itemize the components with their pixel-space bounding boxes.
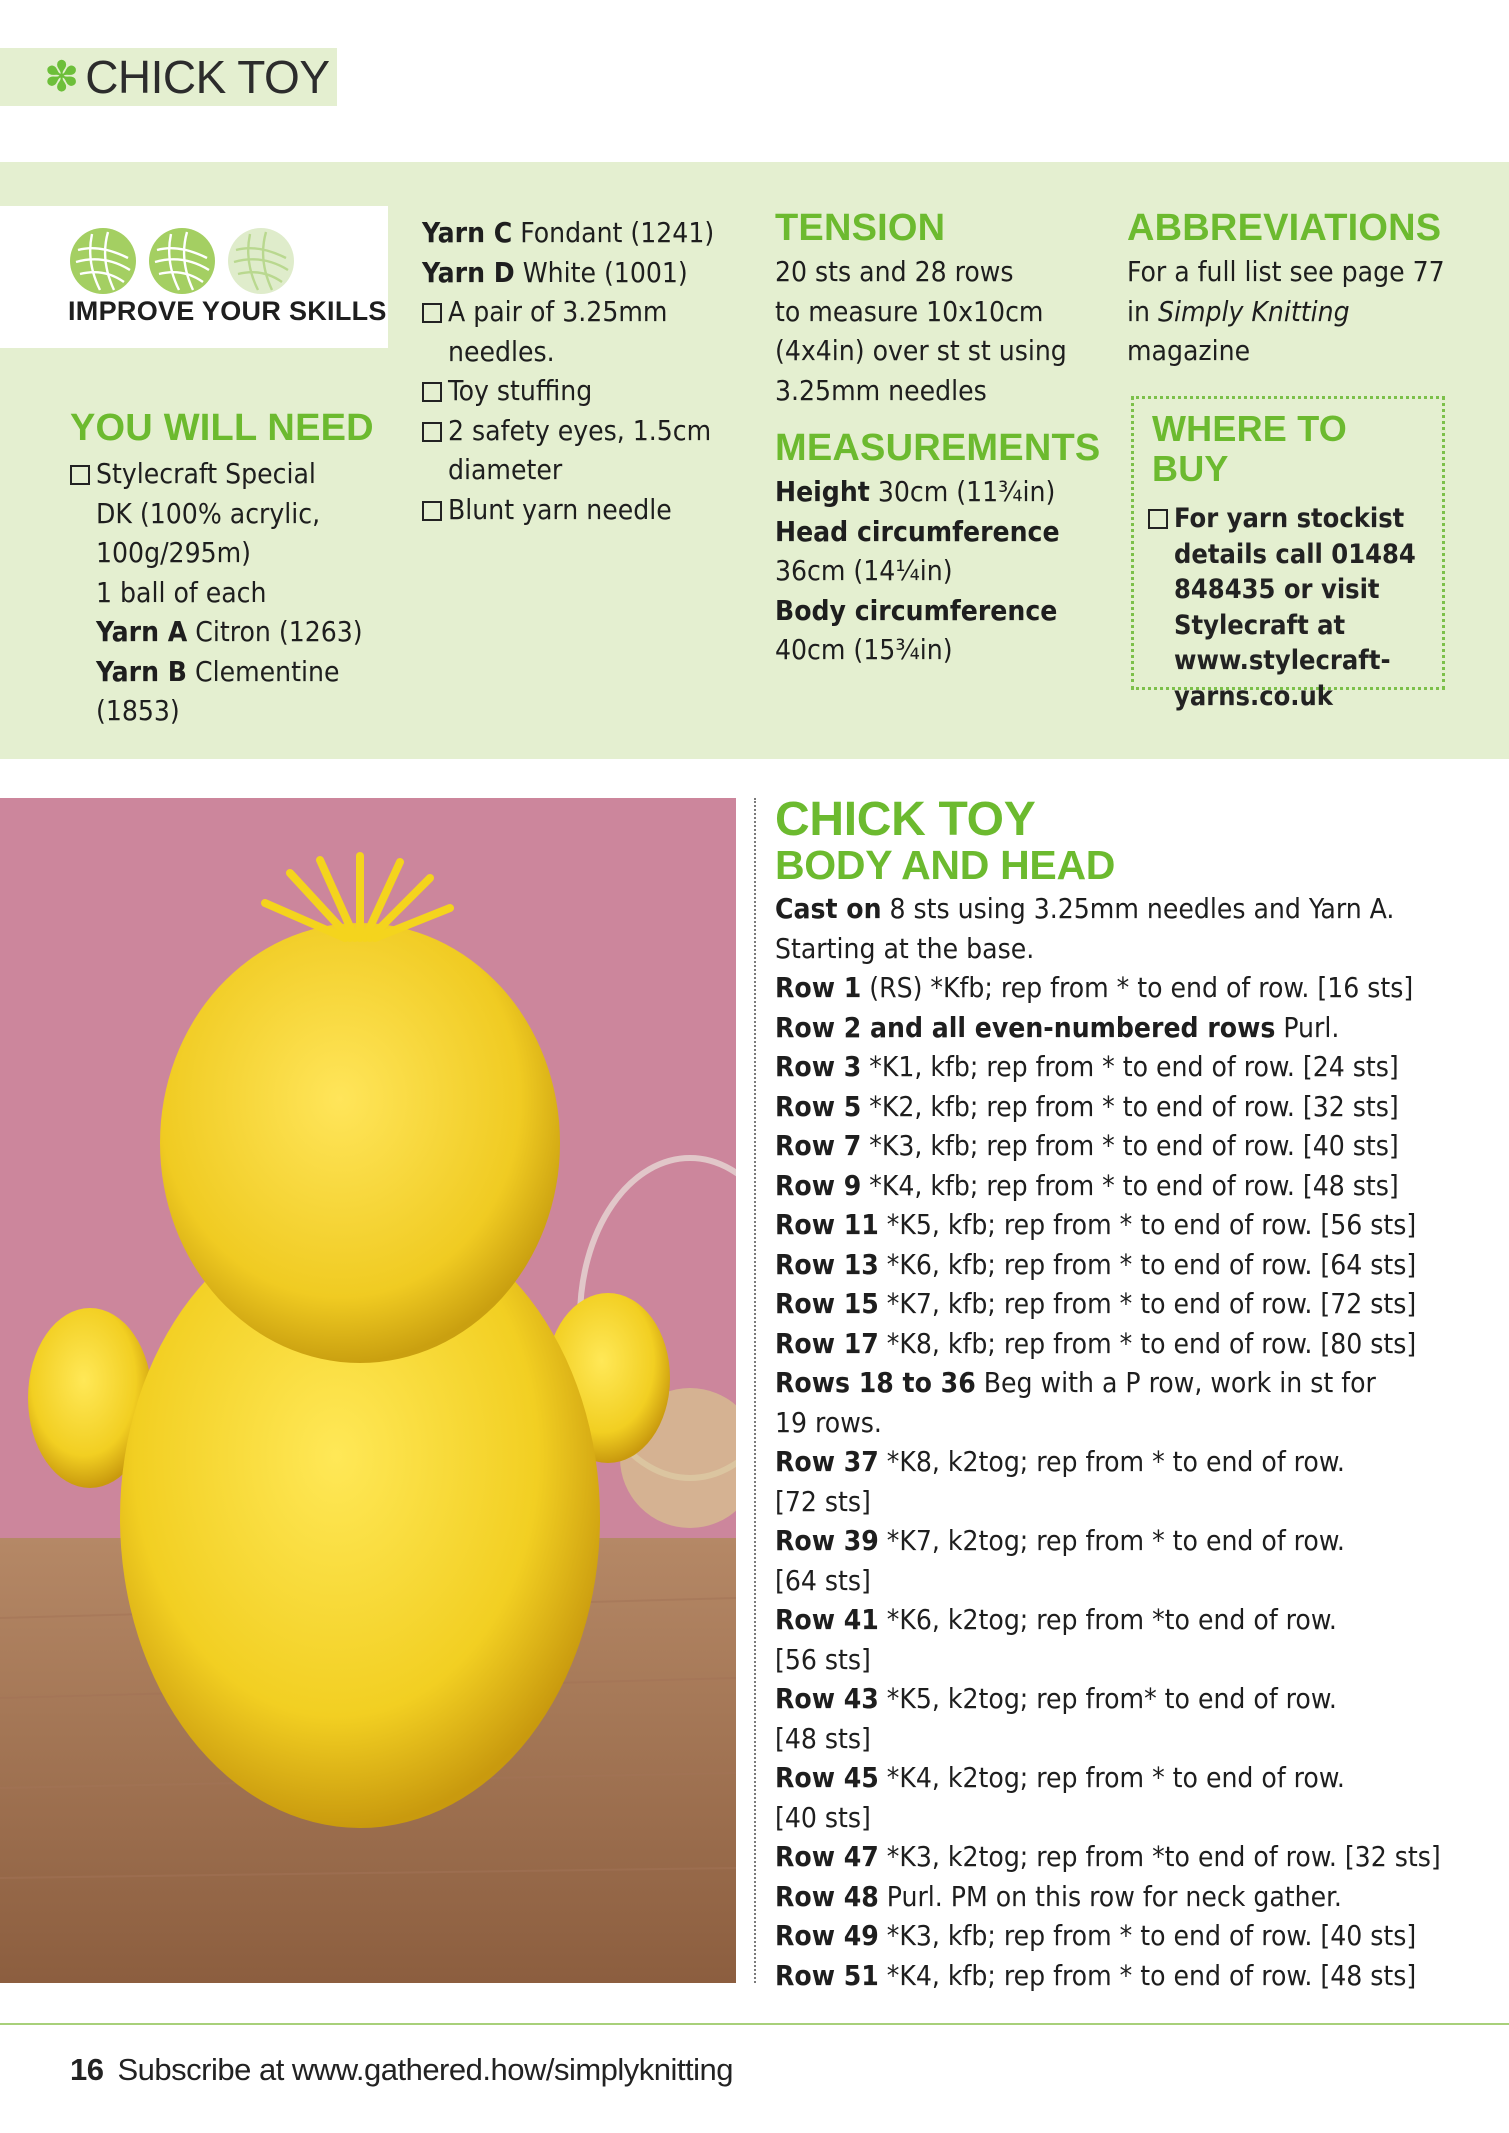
row-label: Row 17	[775, 1326, 879, 1360]
yarn-ball-icon	[70, 228, 136, 294]
yarn-ball-icon	[149, 228, 215, 294]
row-instruction: Starting at the base.	[775, 931, 1035, 965]
pattern-row	[775, 1047, 1495, 1087]
checklist-item	[1148, 501, 1428, 537]
row-label: Row 9	[775, 1168, 862, 1202]
height-measurement	[775, 472, 1095, 512]
pattern-row	[775, 1087, 1495, 1127]
row-label: Row 11	[775, 1208, 879, 1241]
row-instruction: *K4, kfb; rep from * to end of row. [48 sts]	[861, 1168, 1399, 1202]
clover-icon: ✽	[44, 52, 80, 101]
magazine-name: Simply Knitting	[1157, 294, 1350, 328]
row-label: Row 51	[775, 1958, 879, 1992]
checklist-item	[422, 490, 752, 530]
row-instruction: *K1, kfb; rep from * to end of row. [24 sts]	[861, 1050, 1399, 1083]
tension-text: 3.25mm needles	[775, 373, 987, 407]
item-text: Blunt yarn needle	[448, 492, 672, 526]
row-label: Row 48	[775, 1879, 879, 1913]
chick-toy-illustration	[0, 798, 736, 1983]
row-instruction: 8 sts using 3.25mm needles and Yarn A.	[881, 892, 1395, 925]
row-label: Row 1	[775, 971, 862, 1004]
item-text: Stylecraft Special	[96, 457, 316, 490]
row-instruction: [48 sts]	[775, 1721, 871, 1755]
row-instruction: *K5, k2tog; rep from* to end of row.	[878, 1682, 1337, 1715]
pattern-row	[775, 1798, 1495, 1838]
item-text: DK (100% acrylic,	[96, 496, 321, 530]
where-to-buy-text	[1148, 501, 1428, 714]
chick-toy-photo	[0, 798, 736, 1983]
row-label: Row 41	[775, 1603, 879, 1636]
row-instruction: [40 sts]	[775, 1800, 871, 1834]
row-label: Rows 18 to 36	[775, 1366, 976, 1399]
pattern-row	[775, 1363, 1495, 1403]
item-text: A pair of 3.25mm	[448, 295, 668, 328]
item-text: yarns.co.uk	[1174, 680, 1333, 712]
pattern-row	[775, 1679, 1495, 1719]
item-text: diameter	[448, 453, 563, 486]
yarn-d-label: Yarn D	[422, 255, 515, 289]
tension-text: 20 sts and 28 rows	[775, 255, 1014, 288]
item-text: (1853)	[96, 694, 180, 727]
row-label: Row 7	[775, 1129, 862, 1162]
pattern-row	[775, 1640, 1495, 1680]
row-instruction: *K3, kfb; rep from * to end of row. [40 sts]	[878, 1919, 1417, 1952]
head-measurement-label	[775, 512, 1095, 552]
measurements-heading: MEASUREMENTS	[775, 427, 1101, 469]
pattern-row	[775, 1008, 1495, 1048]
you-will-need-heading: YOU WILL NEED	[70, 407, 374, 449]
pattern-row	[775, 968, 1495, 1008]
item-text: 100g/295m)	[96, 536, 251, 569]
yarn-c-label: Yarn C	[422, 216, 513, 249]
pattern-row	[775, 1403, 1495, 1443]
footer-divider	[0, 2023, 1509, 2025]
row-instruction: *K6, kfb; rep from * to end of row. [64 sts]	[878, 1247, 1417, 1281]
pattern-row	[775, 1245, 1495, 1285]
head-value: 36cm (14¼in)	[775, 554, 953, 587]
row-instruction: *K7, kfb; rep from * to end of row. [72 sts]	[878, 1287, 1417, 1320]
row-label: Cast on	[775, 892, 882, 925]
tension-text: (4x4in) over st st using	[775, 334, 1067, 367]
checklist-item	[70, 454, 390, 494]
row-label: Row 37	[775, 1445, 879, 1478]
yarn-a	[70, 612, 390, 652]
pattern-row	[775, 1324, 1495, 1364]
skill-level-indicator	[70, 228, 294, 294]
pattern-subtitle: BODY AND HEAD	[775, 842, 1116, 888]
pattern-row	[775, 889, 1495, 929]
checklist-item	[422, 411, 752, 451]
item-text: 1 ball of each	[96, 575, 267, 609]
pattern-title: CHICK TOY	[775, 793, 1036, 846]
row-instruction: *K8, kfb; rep from * to end of row. [80 sts]	[878, 1326, 1417, 1360]
checkbox-icon	[422, 303, 442, 323]
checkbox-icon	[1148, 509, 1168, 529]
item-text: details call 01484	[1174, 538, 1416, 570]
item-text: needles.	[448, 334, 555, 368]
row-label: Row 13	[775, 1247, 879, 1281]
yarn-b-value: Clementine	[187, 654, 340, 688]
checkbox-icon	[422, 422, 442, 442]
checkbox-icon	[422, 382, 442, 402]
pattern-row	[775, 1521, 1495, 1561]
tension-text: to measure 10x10cm	[775, 294, 1044, 328]
abbreviations	[1127, 206, 1467, 371]
row-instruction: Purl. PM on this row for neck gather.	[878, 1879, 1342, 1913]
row-instruction: 19 rows.	[775, 1405, 882, 1439]
row-label: Row 5	[775, 1089, 862, 1123]
pattern-row	[775, 929, 1495, 969]
yarn-b-label: Yarn B	[96, 654, 187, 688]
yarn-d	[422, 253, 752, 293]
row-label: Row 2 and all even-numbered rows	[775, 1010, 1276, 1044]
height-label: Height	[775, 475, 870, 508]
row-instruction: *K5, kfb; rep from * to end of row. [56 sts]	[878, 1208, 1417, 1241]
pattern-row	[775, 1956, 1495, 1996]
row-instruction: *K6, k2tog; rep from *to end of row.	[878, 1603, 1337, 1636]
checkbox-icon	[422, 501, 442, 521]
checklist-item	[422, 292, 752, 332]
row-instruction: *K3, k2tog; rep from *to end of row. [32 sts]	[878, 1840, 1441, 1873]
footer-text: Subscribe at www.gathered.how/simplyknitting	[117, 2052, 734, 2087]
pattern-row	[775, 1561, 1495, 1601]
row-label: Row 47	[775, 1840, 879, 1873]
pattern-row	[775, 1758, 1495, 1798]
yarn-ball-icon	[228, 228, 294, 294]
head-label: Head circumference	[775, 514, 1060, 548]
row-instruction: (RS) *Kfb; rep from * to end of row. [16 sts]	[861, 971, 1414, 1004]
section-title: CHICK TOY	[85, 51, 330, 103]
yarn-a-label: Yarn A	[96, 615, 188, 648]
page-number: 16	[70, 2052, 104, 2087]
item-text: 848435 or visit	[1174, 574, 1380, 605]
text-fragment: in	[1127, 294, 1158, 328]
column-divider	[754, 798, 756, 1983]
where-to-buy-box	[1131, 396, 1445, 712]
row-label: Row 43	[775, 1682, 879, 1715]
abbreviations-text: For a full list see page 77	[1127, 255, 1445, 288]
row-instruction: [64 sts]	[775, 1563, 871, 1597]
row-label: Row 39	[775, 1524, 879, 1557]
row-instruction: [72 sts]	[775, 1484, 871, 1518]
abbreviations-heading: ABBREVIATIONS	[1127, 207, 1442, 249]
item-text: www.stylecraft-	[1174, 645, 1391, 676]
row-instruction: *K3, kfb; rep from * to end of row. [40 sts]	[861, 1129, 1399, 1162]
pattern-row	[775, 1916, 1495, 1956]
row-instruction: *K7, k2tog; rep from * to end of row.	[878, 1524, 1345, 1557]
row-instruction: *K4, kfb; rep from * to end of row. [48 sts]	[878, 1958, 1417, 1992]
checklist-item	[422, 371, 752, 411]
pattern-row	[775, 1442, 1495, 1482]
item-text: Stylecraft at	[1174, 609, 1346, 641]
body-label: Body circumference	[775, 593, 1058, 627]
item-text: For yarn stockist	[1174, 503, 1405, 534]
row-label: Row 49	[775, 1919, 879, 1952]
footer	[70, 2052, 733, 2088]
you-will-need	[70, 406, 390, 731]
abbreviations-text	[1127, 292, 1467, 332]
pattern-row	[775, 1205, 1495, 1245]
yarn-c-value: Fondant (1241)	[512, 216, 715, 249]
tension-heading: TENSION	[775, 207, 946, 249]
yarn-b	[70, 652, 390, 692]
row-instruction: Purl.	[1275, 1010, 1340, 1044]
yarn-a-value: Citron (1263)	[187, 615, 363, 648]
row-instruction: [56 sts]	[775, 1642, 871, 1676]
pattern-row	[775, 1482, 1495, 1522]
pattern-row	[775, 1284, 1495, 1324]
body-measurement-label	[775, 591, 1095, 631]
row-label: Row 15	[775, 1287, 879, 1320]
skills-box	[0, 206, 388, 348]
pattern-row	[775, 1877, 1495, 1917]
skills-label: IMPROVE YOUR SKILLS	[68, 296, 387, 326]
abbreviations-text: magazine	[1127, 334, 1251, 367]
pattern-rows	[775, 889, 1495, 1995]
you-will-need-continued	[422, 213, 752, 529]
row-instruction: Beg with a P row, work in st for	[975, 1366, 1376, 1399]
tension-measurements	[775, 206, 1101, 670]
yarn-d-value: White (1001)	[514, 255, 688, 289]
item-text: 2 safety eyes, 1.5cm	[448, 413, 712, 447]
section-header	[0, 48, 337, 106]
item-text: Toy stuffing	[448, 374, 593, 407]
height-value: 30cm (11¾in)	[869, 475, 1056, 508]
row-instruction: *K4, k2tog; rep from * to end of row.	[878, 1761, 1345, 1794]
yarn-c	[422, 213, 752, 253]
pattern-row	[775, 1837, 1495, 1877]
checkbox-icon	[70, 465, 90, 485]
row-instruction: *K2, kfb; rep from * to end of row. [32 sts]	[861, 1089, 1399, 1123]
pattern-row	[775, 1126, 1495, 1166]
row-instruction: *K8, k2tog; rep from * to end of row.	[878, 1445, 1345, 1478]
where-to-buy-heading: WHERE TO BUY	[1152, 408, 1347, 489]
pattern-row	[775, 1719, 1495, 1759]
pattern-row	[775, 1600, 1495, 1640]
body-value: 40cm (15¾in)	[775, 633, 953, 666]
pattern-section	[775, 793, 1495, 1995]
row-label: Row 45	[775, 1761, 879, 1794]
row-label: Row 3	[775, 1050, 862, 1083]
pattern-row	[775, 1166, 1495, 1206]
